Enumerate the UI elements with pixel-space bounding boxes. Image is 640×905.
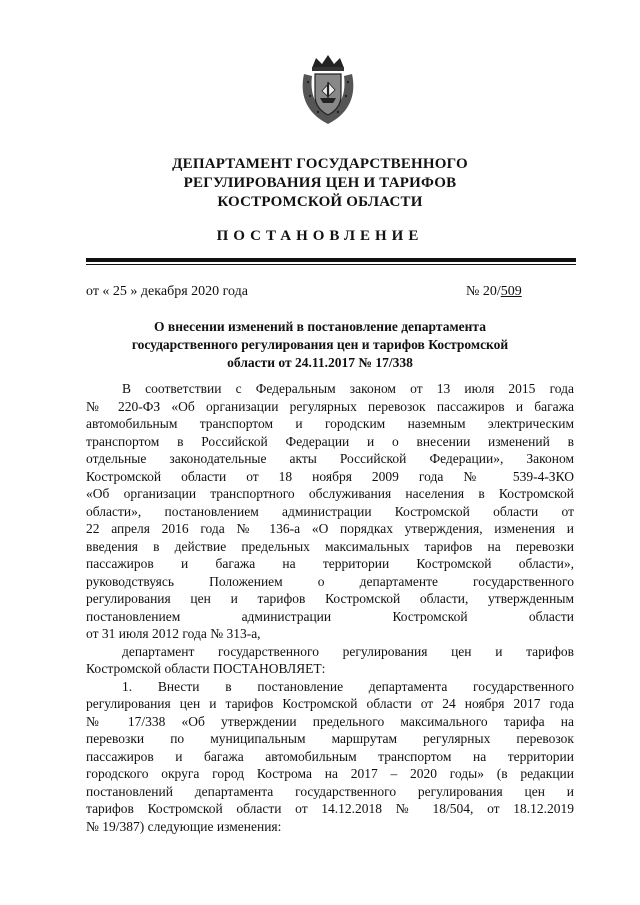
body-line: постановлений департамента государственного регулирования цен и xyxy=(86,783,574,799)
document-body xyxy=(86,380,574,835)
body-line: Костромской области ПОСТАНОВЛЯЕТ: xyxy=(86,661,326,676)
body-line: городского округа город Кострома на 2017 – 2020 годы» (в редакции xyxy=(86,766,574,781)
body-line: регулирования цен и тарифов Костромской области от 24 ноября 2017 года xyxy=(86,696,574,711)
header-divider-thin xyxy=(86,264,576,265)
body-line: В соответствии с Федеральным законом от 13 июля 2015 года xyxy=(122,381,574,396)
paragraph-preamble xyxy=(86,380,574,643)
subject-line: О внесении изменений в постановление департамента xyxy=(154,319,486,334)
body-line: 1. Внести в постановление департамента государственного xyxy=(122,678,574,694)
body-line: № 19/387) следующие изменения: xyxy=(86,818,282,834)
body-line: от 31 июля 2012 года № 313-а, xyxy=(86,626,261,641)
body-line: Костромской области от 18 ноября 2009 года № 539-4-ЗКО xyxy=(86,468,574,484)
document-subject xyxy=(0,318,640,372)
body-line: отдельные законодательные акты Российской Федерации», Законом xyxy=(86,451,574,466)
body-line: постановлением администрации Костромской области xyxy=(86,608,574,624)
department-line: ДЕПАРТАМЕНТ ГОСУДАРСТВЕННОГО xyxy=(172,156,468,172)
body-line: департамент государственного регулирования цен и тарифов xyxy=(122,643,574,659)
body-line: введения в действие предельных максимальных тарифов на перевозки xyxy=(86,538,574,554)
coat-of-arms-icon xyxy=(298,52,358,126)
body-line: транспортом в Российской Федерации и о внесении изменений в xyxy=(86,433,574,449)
document-date: от « 25 » декабря 2020 года xyxy=(86,284,248,299)
body-line: руководствуясь Положением о департаменте государственного xyxy=(86,573,574,589)
document-type-title: ПОСТАНОВЛЕНИЕ xyxy=(216,228,424,244)
body-line: тарифов Костромской области от 14.12.2018 № 18/504, от 18.12.2019 xyxy=(86,801,574,816)
body-line: № 220-ФЗ «Об организации регулярных перевозок пассажиров и багажа xyxy=(86,398,574,414)
department-name xyxy=(0,155,640,212)
department-line: КОСТРОМСКОЙ ОБЛАСТИ xyxy=(217,194,423,210)
body-line: 22 апреля 2016 года № 136-а «О порядках утверждения, изменения и xyxy=(86,521,574,536)
subject-line: государственного регулирования цен и тарифов Костромской xyxy=(131,337,509,352)
body-line: регулирования цен и тарифов Костромской области, утвержденным xyxy=(86,591,574,606)
body-line: № 17/338 «Об утверждении предельного максимального тарифа на xyxy=(86,713,574,729)
paragraph-resolution xyxy=(86,643,574,678)
body-line: «Об организации транспортного обслуживания населения в Костромской xyxy=(86,486,574,501)
document-number xyxy=(466,284,522,300)
header-divider-thick xyxy=(86,258,576,262)
body-line: перевозки по муниципальным маршрутам регулярных перевозок xyxy=(86,731,574,746)
paragraph-item-1 xyxy=(86,678,574,836)
subject-line: области от 24.11.2017 № 17/338 xyxy=(227,355,413,370)
body-line: пассажиров и багажа автомобильным транспортом на территории xyxy=(86,748,574,764)
department-line: РЕГУЛИРОВАНИЯ ЦЕН И ТАРИФОВ xyxy=(183,175,457,191)
document-number-prefix: № 20/ xyxy=(466,284,501,299)
body-line: пассажиров и багажа на территории Костромской области», xyxy=(86,556,574,571)
body-line: автомобильным транспортом и городским наземным электрическим xyxy=(86,416,574,431)
body-line: области», постановлением администрации Костромской области от xyxy=(86,503,574,519)
document-number-value: 509 xyxy=(500,284,522,299)
